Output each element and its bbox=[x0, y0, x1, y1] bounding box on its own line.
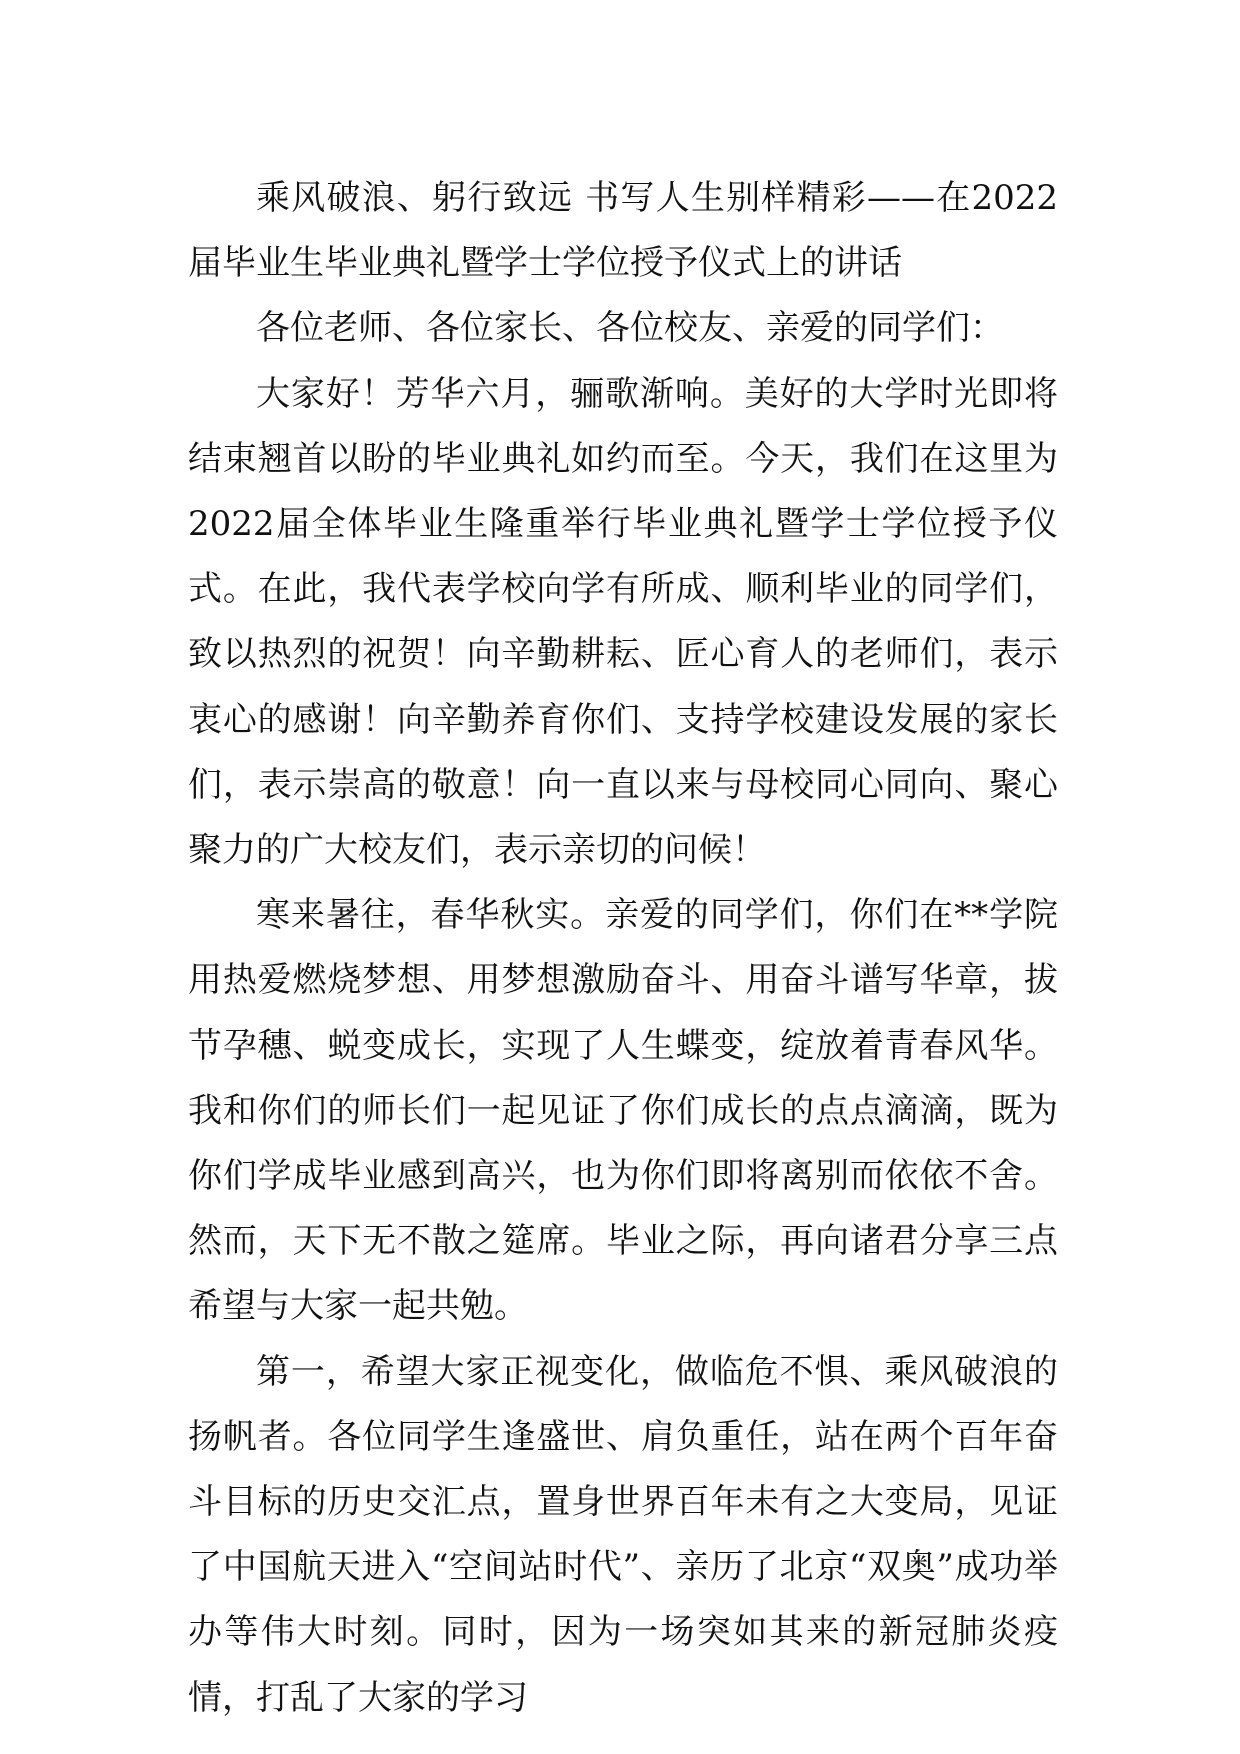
document-title: 乘风破浪、躬行致远 书写人生别样精彩——在2022届毕业生毕业典礼暨学士学位授予仪式上的讲话 bbox=[188, 178, 1058, 284]
document-body bbox=[188, 166, 1058, 1731]
body-paragraph-2: 寒来暑往，春华秋实。亲爱的同学们，你们在**学院用热爱燃烧梦想、用梦想激励奋斗、用奋斗谱写华章，拔节孕穗、蜕变成长，实现了人生蝶变，绽放着青春风华。我和你们的师长们一起见证了你们成长的点点滴滴，既为你们学成毕业感到高兴，也为你们即将离别而依依不舍。然而，天下无不散之筵席。毕业之际，再向诸君分享三点希望与大家一起共勉。 bbox=[188, 895, 1058, 1327]
salutation: 各位老师、各位家长、各位校友、亲爱的同学们： bbox=[256, 308, 1004, 349]
body-paragraph-3: 第一，希望大家正视变化，做临危不惧、乘风破浪的扬帆者。各位同学生逢盛世、肩负重任，站在两个百年奋斗目标的历史交汇点，置身世界百年未有之大变局，见证了中国航天进入“空间站时代”、亲历了北京“双奥”成功举办等伟大时刻。同时，因为一场突如其来的新冠肺炎疫情，打乱了大家的学习 bbox=[188, 1351, 1058, 1718]
body-paragraph-1: 大家好！芳华六月，骊歌渐响。美好的大学时光即将结束翘首以盼的毕业典礼如约而至。今天，我们在这里为2022届全体毕业生隆重举行毕业典礼暨学士学位授予仪式。在此，我代表学校向学有所成、顺利毕业的同学们，致以热烈的祝贺！向辛勤耕耘、匠心育人的老师们，表示衷心的感谢！向辛勤养育你们、支持学校建设发展的家长们，表示崇高的敬意！向一直以来与母校同心同向、聚心聚力的广大校友们，表示亲切的问候！ bbox=[188, 373, 1058, 871]
